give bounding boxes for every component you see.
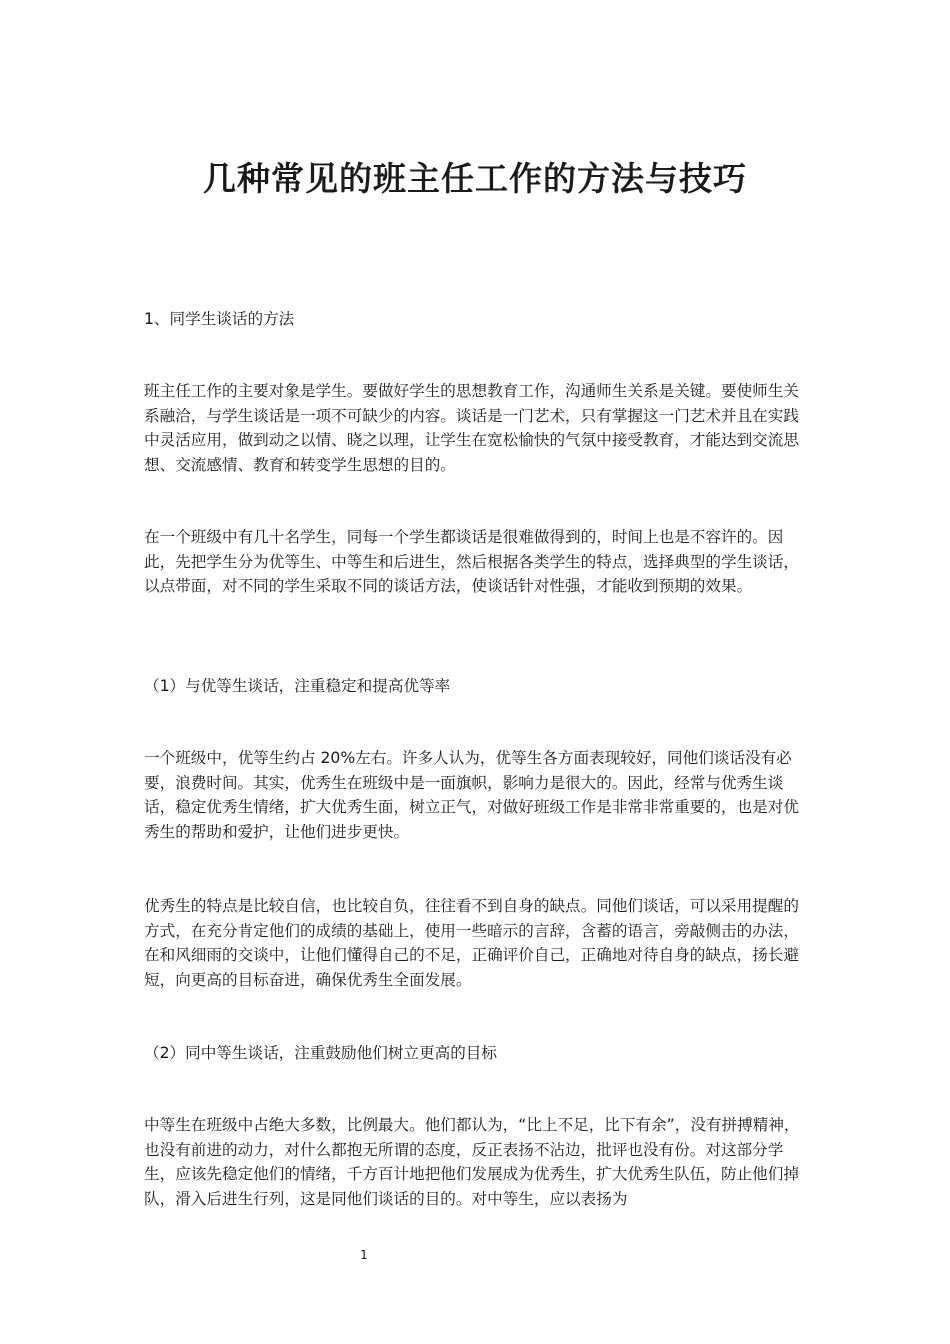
section-heading: （1）与优等生谈话，注重稳定和提高优等率 xyxy=(144,677,451,695)
section-heading: （2）同中等生谈话，注重鼓励他们树立更高的目标 xyxy=(144,1044,497,1062)
paragraph: 优秀生的特点是比较自信，也比较自负，往往看不到自身的缺点。同他们谈话，可以采用提醒的方式，在充分肯定他们的成绩的基础上，使用一些暗示的言辞，含蓄的语言，旁敲侧击的办法，在和风细雨的交谈中，让他们懂得自己的不足，正确评价自己，正确地对待自身的缺点，扬长避短，向更高的目标奋进，确保优秀生全面发展。 xyxy=(144,897,799,989)
section-heading: 1、同学生谈话的方法 xyxy=(144,310,295,328)
paragraph: 在一个班级中有几十名学生，同每一个学生都谈话是很难做得到的，时间上也是不容许的。因此，先把学生分为优等生、中等生和后进生，然后根据各类学生的特点，选择典型的学生谈话，以点带面，对不同的学生采取不同的谈话方法，使谈话针对性强，才能收到预期的效果。 xyxy=(144,528,799,595)
paragraph: 班主任工作的主要对象是学生。要做好学生的思想教育工作，沟通师生关系是关键。要使师生关系融洽，与学生谈话是一项不可缺少的内容。谈话是一门艺术，只有掌握这一门艺术并且在实践中灵活应用，做到动之以情、晓之以理，让学生在宽松愉快的气氛中接受教育，才能达到交流思想、交流感情、教育和转变学生思想的目的。 xyxy=(144,382,799,474)
paragraph: 中等生在班级中占绝大多数，比例最大。他们都认为，“比上不足，比下有余”，没有拼搏精神，也没有前进的动力，对什么都抱无所谓的态度，反正表扬不沾边，批评也没有份。对这部分学生，应该先稳定他们的情绪，千方百计地把他们发展成为优秀生，扩大优秀生队伍，防止他们掉队，滑入后进生行列，这是同他们谈话的目的。对中等生，应以表扬为 xyxy=(144,1116,800,1208)
paragraph: 一个班级中，优等生约占 20%左右。许多人认为，优等生各方面表现较好，同他们谈话没有必要，浪费时间。其实，优秀生在班级中是一面旗帜，影响力是很大的。因此，经常与优秀生谈话，稳定优秀生情绪，扩大优秀生面，树立正气，对做好班级工作是非常非常重要的，也是对优秀生的帮助和爱护，让他们进步更快。 xyxy=(144,749,799,841)
page-number: 1 xyxy=(360,1248,368,1262)
page-title: 几种常见的班主任工作的方法与技巧 xyxy=(203,159,747,198)
